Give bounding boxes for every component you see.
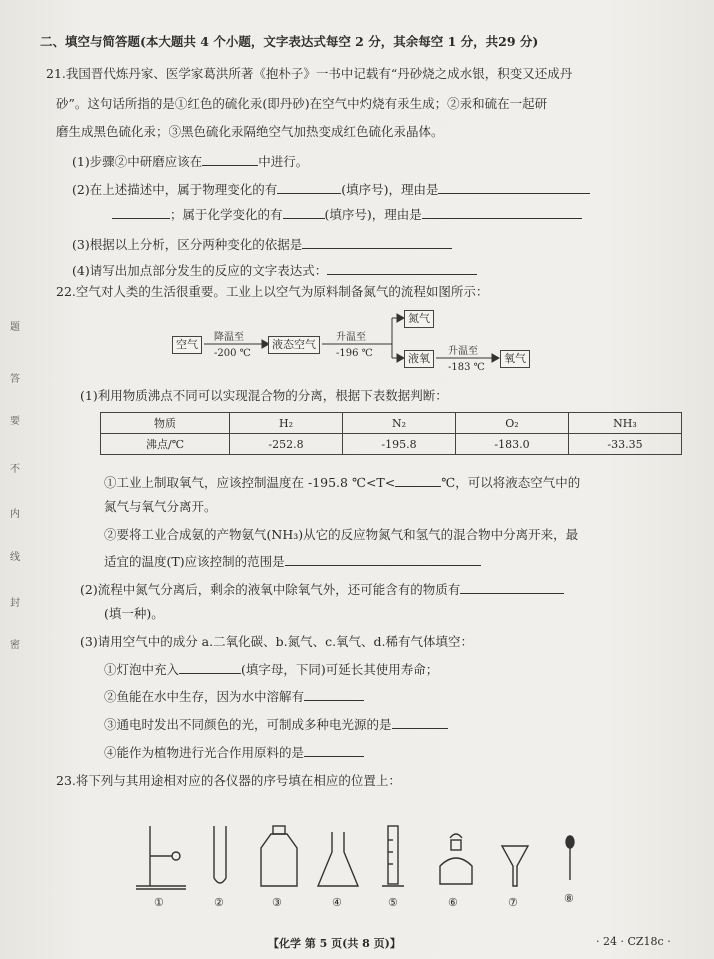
q21-part2-text-c: ；属于化学变化的有	[170, 207, 283, 222]
margin-char: 密	[10, 640, 20, 651]
instrument-label: ⑦	[508, 896, 518, 909]
flow-step2-top: 升温至	[336, 332, 366, 343]
q22-part3-3-text: ③通电时发出不同颜色的光，可制成多种电光源的是	[104, 717, 392, 732]
iron-stand-icon	[136, 826, 186, 889]
instrument-label: ②	[214, 896, 224, 909]
q22-part1-1-text-a: ①工业上制取氧气，应该控制温度在 -195.8 ℃<T<	[104, 475, 396, 490]
q22-part3-1-text-a: ①灯泡中充入	[104, 662, 180, 677]
q21-part2-text-d: (填序号)，理由是	[324, 207, 422, 222]
q21-line2: 砂”。这句话所指的是①红色的硫化汞(即丹砂)在空气中灼烧有汞生成；②汞和硫在一起研	[56, 96, 548, 111]
flow-box-air: 空气	[172, 336, 202, 354]
table-cell: -195.8	[343, 434, 456, 455]
dropper-icon	[566, 836, 574, 880]
margin-char: 题	[10, 322, 20, 333]
margin-char: 答	[10, 374, 20, 385]
section-title: 二、填空与简答题(本大题共 4 个小题，文字表达式每空 2 分，其余每空 1 分，共29 分)	[40, 34, 539, 49]
flow-step3-bottom: -183 ℃	[448, 362, 485, 373]
q22-part1-2-text-b: 适宜的温度(T)应该控制的范围是	[104, 554, 285, 569]
q21-part1-text-a: (1)步骤②中研磨应该在	[72, 154, 203, 169]
instrument-label: ③	[272, 896, 282, 909]
flow-box-oxygen: 氧气	[500, 350, 530, 368]
flow-step1-bottom: -200 ℃	[214, 348, 251, 359]
flow-box-liquid-air: 液态空气	[268, 336, 320, 354]
margin-char: 要	[10, 416, 20, 427]
table-cell: -33.35	[569, 434, 682, 455]
q21-part1-text-b: 中进行。	[258, 154, 309, 169]
q22-part3-1-text-b: (填字母，下同)可延长其使用寿命；	[241, 662, 439, 677]
table-header-cell: H₂	[230, 413, 343, 434]
q23-intro: 23.将下列与其用途相对应的各仪器的序号填在相应的位置上：	[56, 773, 401, 788]
instrument-label: ⑥	[448, 896, 458, 909]
margin-char: 封	[10, 598, 20, 609]
q22-part2-line2: (填一种)。	[104, 606, 164, 621]
table-cell: -252.8	[230, 434, 343, 455]
table-header-cell: 物质	[101, 413, 230, 434]
alcohol-lamp-icon	[440, 834, 472, 884]
table-row-label: 沸点/℃	[101, 434, 230, 455]
flow-box-liquid-oxygen: 液氧	[404, 350, 434, 368]
test-tube-icon	[214, 826, 226, 883]
flow-box-nitrogen: 氮气	[404, 310, 434, 328]
instrument-label: ⑧	[564, 892, 574, 905]
table-header-cell: O₂	[456, 413, 569, 434]
q22-part3-intro: (3)请用空气中的成分 a.二氧化碳、b.氮气、c.氧气、d.稀有气体填空：	[80, 634, 474, 649]
q21-line1: 21.我国晋代炼丹家、医学家葛洪所著《抱朴子》一书中记载有“丹砂烧之成水银，积变又还成丹	[46, 66, 573, 81]
graduated-cylinder-icon	[382, 826, 404, 886]
table-cell: -183.0	[456, 434, 569, 455]
q22-part1-1-text-b: ℃，可以将液态空气中的	[441, 475, 581, 490]
q21-part2-text-b: (填序号)，理由是	[341, 182, 439, 197]
q22-part3-4-text: ④能作为植物进行光合作用原料的是	[104, 745, 305, 760]
instrument-label: ⑤	[388, 896, 398, 909]
q21-line3: 磨生成黑色硫化汞；③黑色硫化汞隔绝空气加热变成红色硫化汞晶体。	[56, 124, 444, 139]
q22-part1-1-line2: 氮气与氧气分离开。	[104, 499, 217, 514]
q22-part2-text-a: (2)流程中氮气分离后，剩余的液氧中除氧气外，还可能含有的物质有	[80, 582, 461, 597]
table-header-cell: N₂	[343, 413, 456, 434]
table-header-cell: NH₃	[569, 413, 682, 434]
q22-part1-intro: (1)利用物质沸点不同可以实现混合物的分离，根据下表数据判断：	[80, 388, 448, 403]
reagent-bottle-icon	[261, 826, 297, 886]
instrument-label: ①	[154, 896, 164, 909]
q22-part3-2-text: ②鱼能在水中生存，因为水中溶解有	[104, 689, 305, 704]
flow-step3-top: 升温至	[448, 346, 478, 357]
q21-part2-text-a: (2)在上述描述中，属于物理变化的有	[72, 182, 278, 197]
flow-step2-bottom: -196 ℃	[336, 348, 373, 359]
q22-intro: 22.空气对人类的生活很重要。工业上以空气为原料制备氮气的流程如图所示：	[56, 284, 489, 299]
page-code: · 24 · CZ18c ·	[596, 935, 671, 948]
margin-char: 内	[10, 509, 20, 520]
q21-part3-text: (3)根据以上分析，区分两种变化的依据是	[72, 237, 303, 252]
flow-step1-top: 降温至	[214, 332, 244, 343]
q21-part4-text: (4)请写出加点部分发生的反应的文字表达式：	[72, 263, 328, 278]
page-footer: 【化学 第 5 页(共 8 页)】	[268, 937, 401, 950]
q22-part1-2-line1: ②要将工业合成氨的产物氨气(NH₃)从它的反应物氮气和氢气的混合物中分离开来，最	[104, 527, 579, 542]
conical-flask-icon	[318, 832, 358, 886]
instrument-label: ④	[332, 896, 342, 909]
margin-char: 不	[10, 464, 20, 475]
margin-char: 线	[10, 552, 20, 563]
funnel-icon	[502, 846, 528, 886]
